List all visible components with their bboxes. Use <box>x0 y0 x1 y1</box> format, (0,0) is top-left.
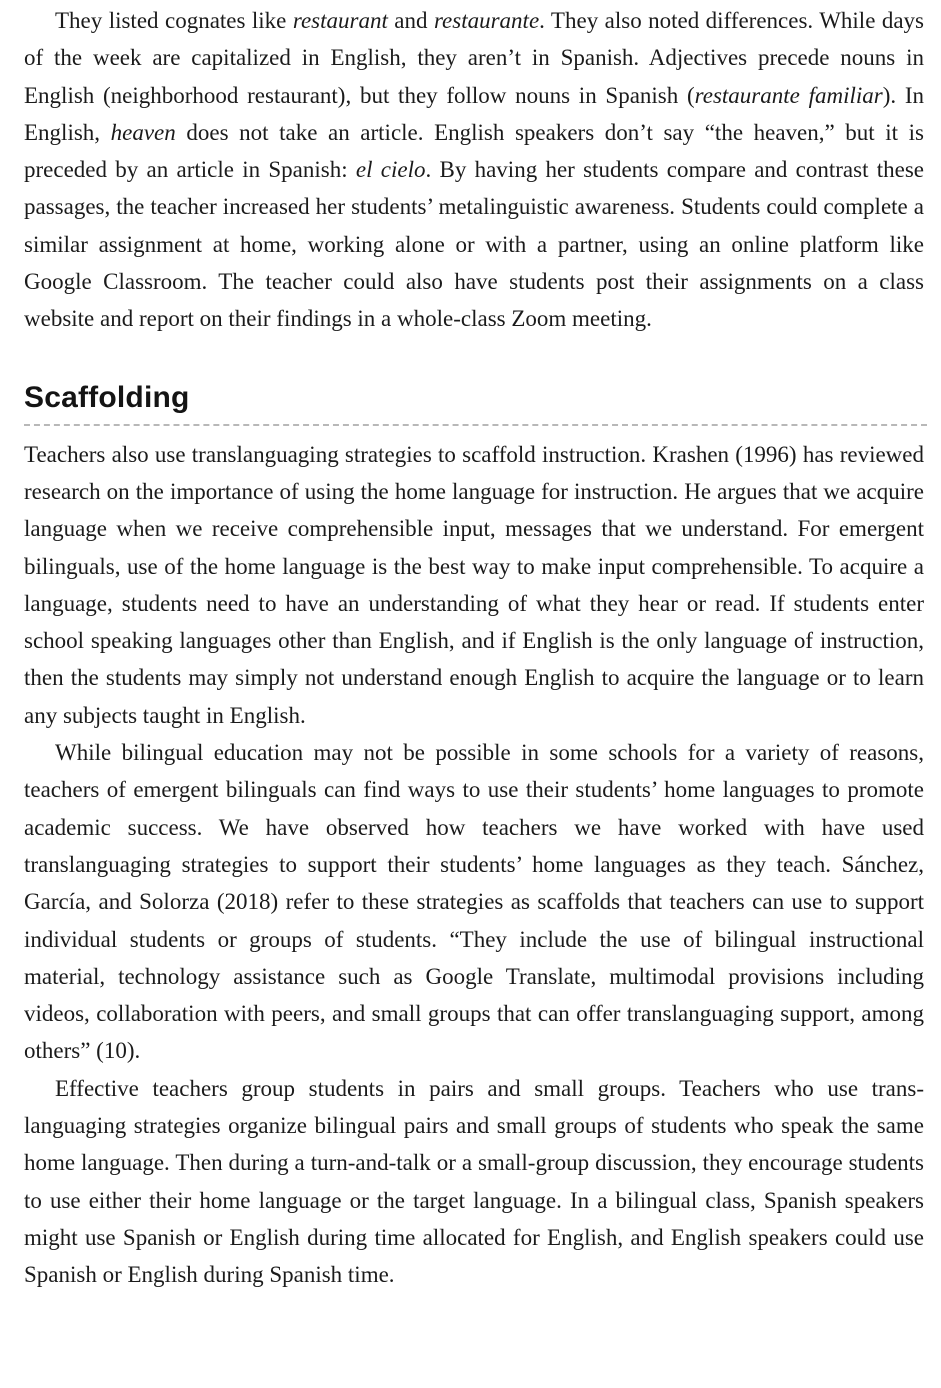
text-run: They listed cognates like <box>55 8 293 33</box>
dashed-divider <box>24 424 927 426</box>
italic-term: heaven <box>110 119 176 145</box>
body-paragraph-1: Teachers also use translanguaging strategies to scaffold instruction. Krashen (1996) has reviewed research on the importance of using the home language for instruction. He argues that we acquire language when we receive comprehensible input, messages that we understand. For emergent bilinguals, use of the home language is the best way to make input comprehensible. To acquire a language, students need to have an understanding of what they hear or read. If students enter school speaking languages other than English, and if English is the only language of instruction, then the students may simply not understand enough English to acquire the language or to learn any subjects taught in English. <box>24 441 924 728</box>
document-page <box>24 2 924 1294</box>
body-paragraph-2: While bilingual education may not be possible in some schools for a variety of reasons, teachers of emergent bilinguals can find ways to use their students’ home languages to promote academic success. We have observed how teachers we have worked with have used translanguaging strategies to support their students’ home languages as they teach. Sánchez, García, and Solorza (2018) refer to these strategies as scaffolds that teachers can use to support individual students or groups of students. “They include the use of bilingual instructional material, technology assistance such as Google Translate, multimodal provisions including videos, collaboration with peers, and small groups that can offer translanguaging support, among others” (10). <box>24 740 924 1064</box>
italic-term: restaurant <box>292 8 388 33</box>
text-run: . By having her students compare and contrast these passages, the teacher increased her students’ metalinguistic awareness. Students could complete a similar assignment at home, working alone or with a partner, using an online platform like Google Classroom. The teacher could also have students post their assignments on a class website and report on their findings in a whole-class Zoom meeting. <box>24 157 925 332</box>
text-run: and <box>387 8 434 33</box>
text-run: ). In English, <box>24 82 924 145</box>
italic-term: restaurante <box>433 8 540 33</box>
section-heading-block <box>24 378 924 426</box>
intro-paragraph <box>24 2 924 338</box>
body-paragraph-3: Effective teachers group students in pairs and small groups. Teachers who use translanguaging strategies organize bilingual pairs and small groups of students who speak the same home language. Then during a turn-and-talk or a small-group discussion, they encourage students to use either their home language or the target language. In a bilingual class, Spanish speakers might use Spanish or English during time allocated for English, and English speakers could use Spanish or English during Spanish time. <box>24 1075 924 1288</box>
italic-term: el cielo <box>355 157 426 183</box>
text-run: does not take an article. English speakers don’t say “the heaven,” but it is preceded by an article in Spanish: <box>24 119 924 183</box>
italic-term: restaurante familiar <box>694 82 883 108</box>
text-run: . They also noted differences. While days of the week are capitalized in English, they aren’t in Spanish. Adjectives precede nouns in English (neighborhood restaurant), but they follow nouns in Spanish ( <box>24 8 925 108</box>
section-heading: Scaffolding <box>24 380 190 414</box>
